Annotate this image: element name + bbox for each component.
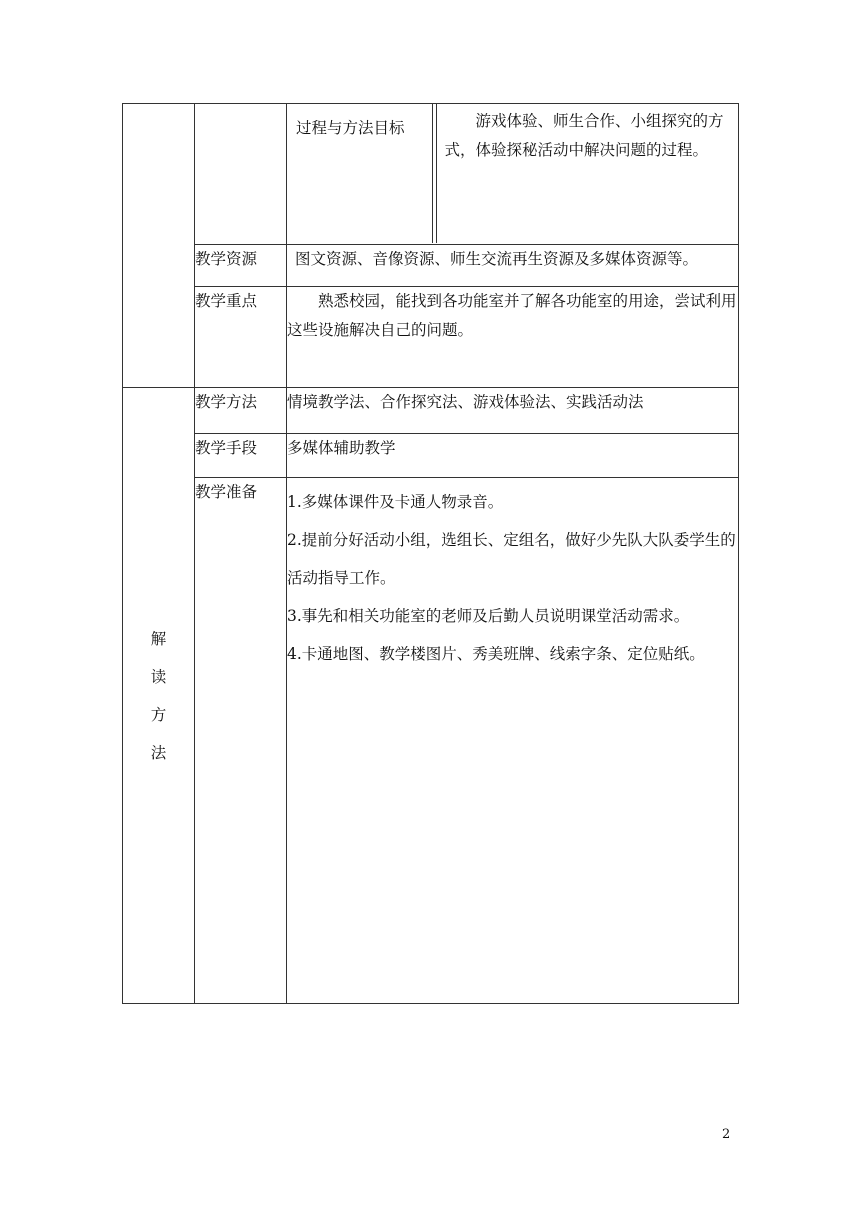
key-points-label: 教学重点 (195, 287, 287, 388)
resources-row (123, 245, 739, 287)
preparation-list (287, 478, 739, 1004)
methods-row (123, 388, 739, 434)
resources-label: 教学资源 (195, 245, 287, 287)
process-goal-row (123, 104, 739, 245)
method-section-title (123, 388, 195, 1004)
process-goal-text: 游戏体验、师生合作、小组探究的方式，体验探秘活动中解决问题的过程。 (444, 112, 724, 159)
section-title-char: 解 (150, 629, 167, 648)
means-label: 教学手段 (195, 434, 287, 478)
process-goal-label: 过程与方法目标 (287, 104, 432, 243)
preparation-item: 3.事先和相关功能室的老师及后勤人员说明课堂活动需求。 (287, 607, 690, 625)
means-text: 多媒体辅助教学 (287, 434, 739, 478)
section-title-char: 读 (150, 667, 167, 686)
preparation-item: 1.多媒体课件及卡通人物录音。 (287, 493, 504, 511)
top-section-title-cell (123, 104, 195, 388)
means-row (123, 434, 739, 478)
page-number: 2 (722, 1127, 731, 1142)
preparation-row (123, 478, 739, 1004)
process-goal-empty-cell (195, 104, 287, 245)
preparation-item: 4.卡通地图、教学楼图片、秀美班牌、线索字条、定位贴纸。 (287, 645, 705, 663)
key-points-text: 熟悉校园，能找到各功能室并了解各功能室的用途，尝试利用这些设施解决自己的问题。 (287, 287, 739, 388)
process-goal-cell (287, 104, 739, 245)
methods-text: 情境教学法、合作探究法、游戏体验法、实践活动法 (287, 388, 739, 434)
methods-label: 教学方法 (195, 388, 287, 434)
resources-text: 图文资源、音像资源、师生交流再生资源及多媒体资源等。 (287, 245, 739, 287)
key-points-row (123, 287, 739, 388)
section-title-char: 方 (150, 705, 167, 724)
preparation-label: 教学准备 (195, 478, 287, 1004)
section-title-char: 法 (150, 743, 167, 762)
preparation-item: 2.提前分好活动小组，选组长、定组名，做好少先队大队委学生的活动指导工作。 (287, 531, 736, 587)
lesson-plan-table (122, 103, 739, 1004)
